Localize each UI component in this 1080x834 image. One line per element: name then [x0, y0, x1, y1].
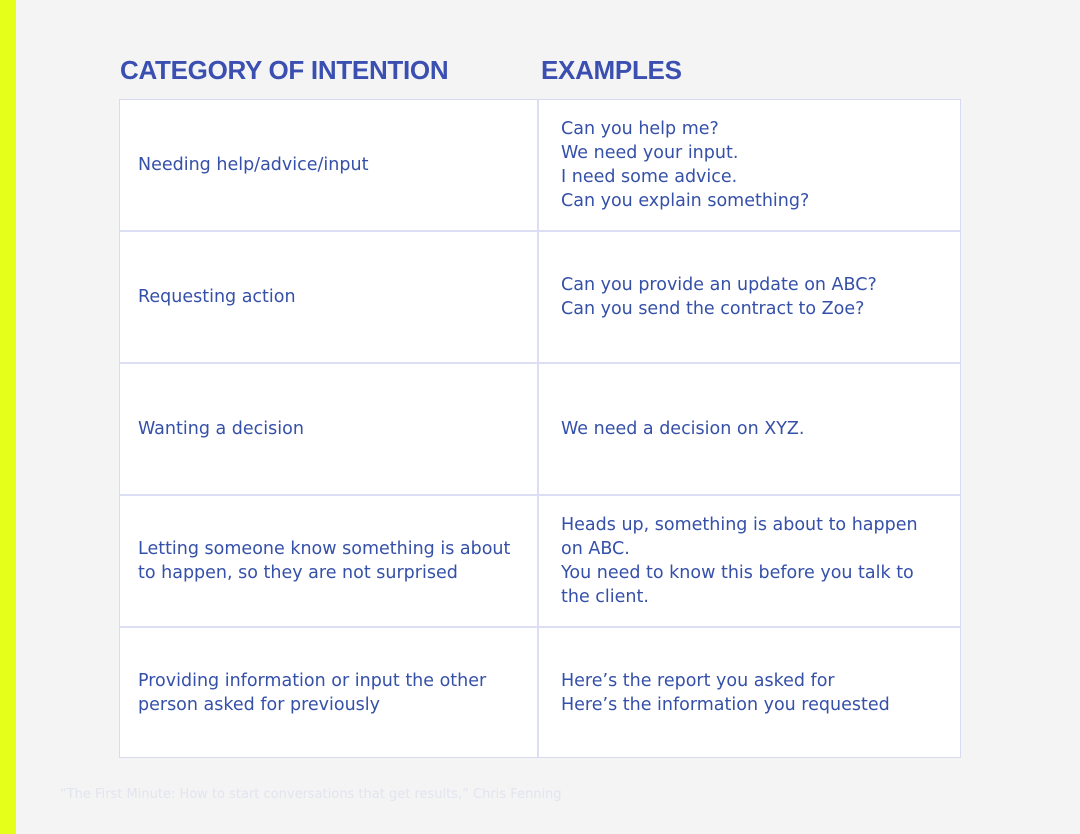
example-line: Can you send the contract to Zoe?	[561, 299, 865, 319]
category-text: Letting someone know something is about to happen, so they are not surprised	[138, 539, 511, 583]
category-cell	[120, 232, 539, 362]
example-line: Here’s the report you asked for	[561, 670, 835, 691]
accent-bar	[0, 0, 16, 834]
intentions-table	[119, 99, 961, 758]
category-text: Wanting a decision	[138, 419, 304, 439]
table-row	[120, 364, 960, 496]
examples-cell	[539, 364, 960, 494]
category-cell	[120, 628, 539, 757]
example-line: Heads up, something is about to happen on ABC.	[561, 515, 918, 559]
category-text: Needing help/advice/input	[138, 155, 369, 175]
example-line: I need some advice.	[561, 167, 738, 187]
table-row	[120, 232, 960, 364]
examples-cell	[539, 100, 960, 230]
example-line: Can you help me?	[561, 119, 719, 139]
table-row	[120, 628, 960, 757]
category-cell	[120, 496, 539, 626]
category-text: Requesting action	[138, 287, 296, 307]
category-cell	[120, 364, 539, 494]
examples-cell	[539, 628, 960, 757]
category-text: Providing information or input the other person asked for previously	[138, 670, 487, 715]
source-citation: “The First Minute: How to start conversations that get results,” Chris Fenning	[60, 787, 562, 802]
example-line: We need your input.	[561, 143, 739, 163]
category-column-header: CATEGORY OF INTENTION	[120, 55, 449, 85]
examples-cell	[539, 496, 960, 626]
examples-column-header: EXAMPLES	[541, 55, 682, 85]
example-line: You need to know this before you talk to the client.	[561, 563, 914, 607]
table-row	[120, 100, 960, 232]
examples-cell	[539, 232, 960, 362]
category-cell	[120, 100, 539, 230]
example-line: We need a decision on XYZ.	[561, 419, 805, 439]
example-line: Can you provide an update on ABC?	[561, 275, 877, 295]
table-row	[120, 496, 960, 628]
example-line: Here’s the information you requested	[561, 694, 890, 715]
table-headers	[120, 52, 960, 88]
example-line: Can you explain something?	[561, 191, 810, 211]
